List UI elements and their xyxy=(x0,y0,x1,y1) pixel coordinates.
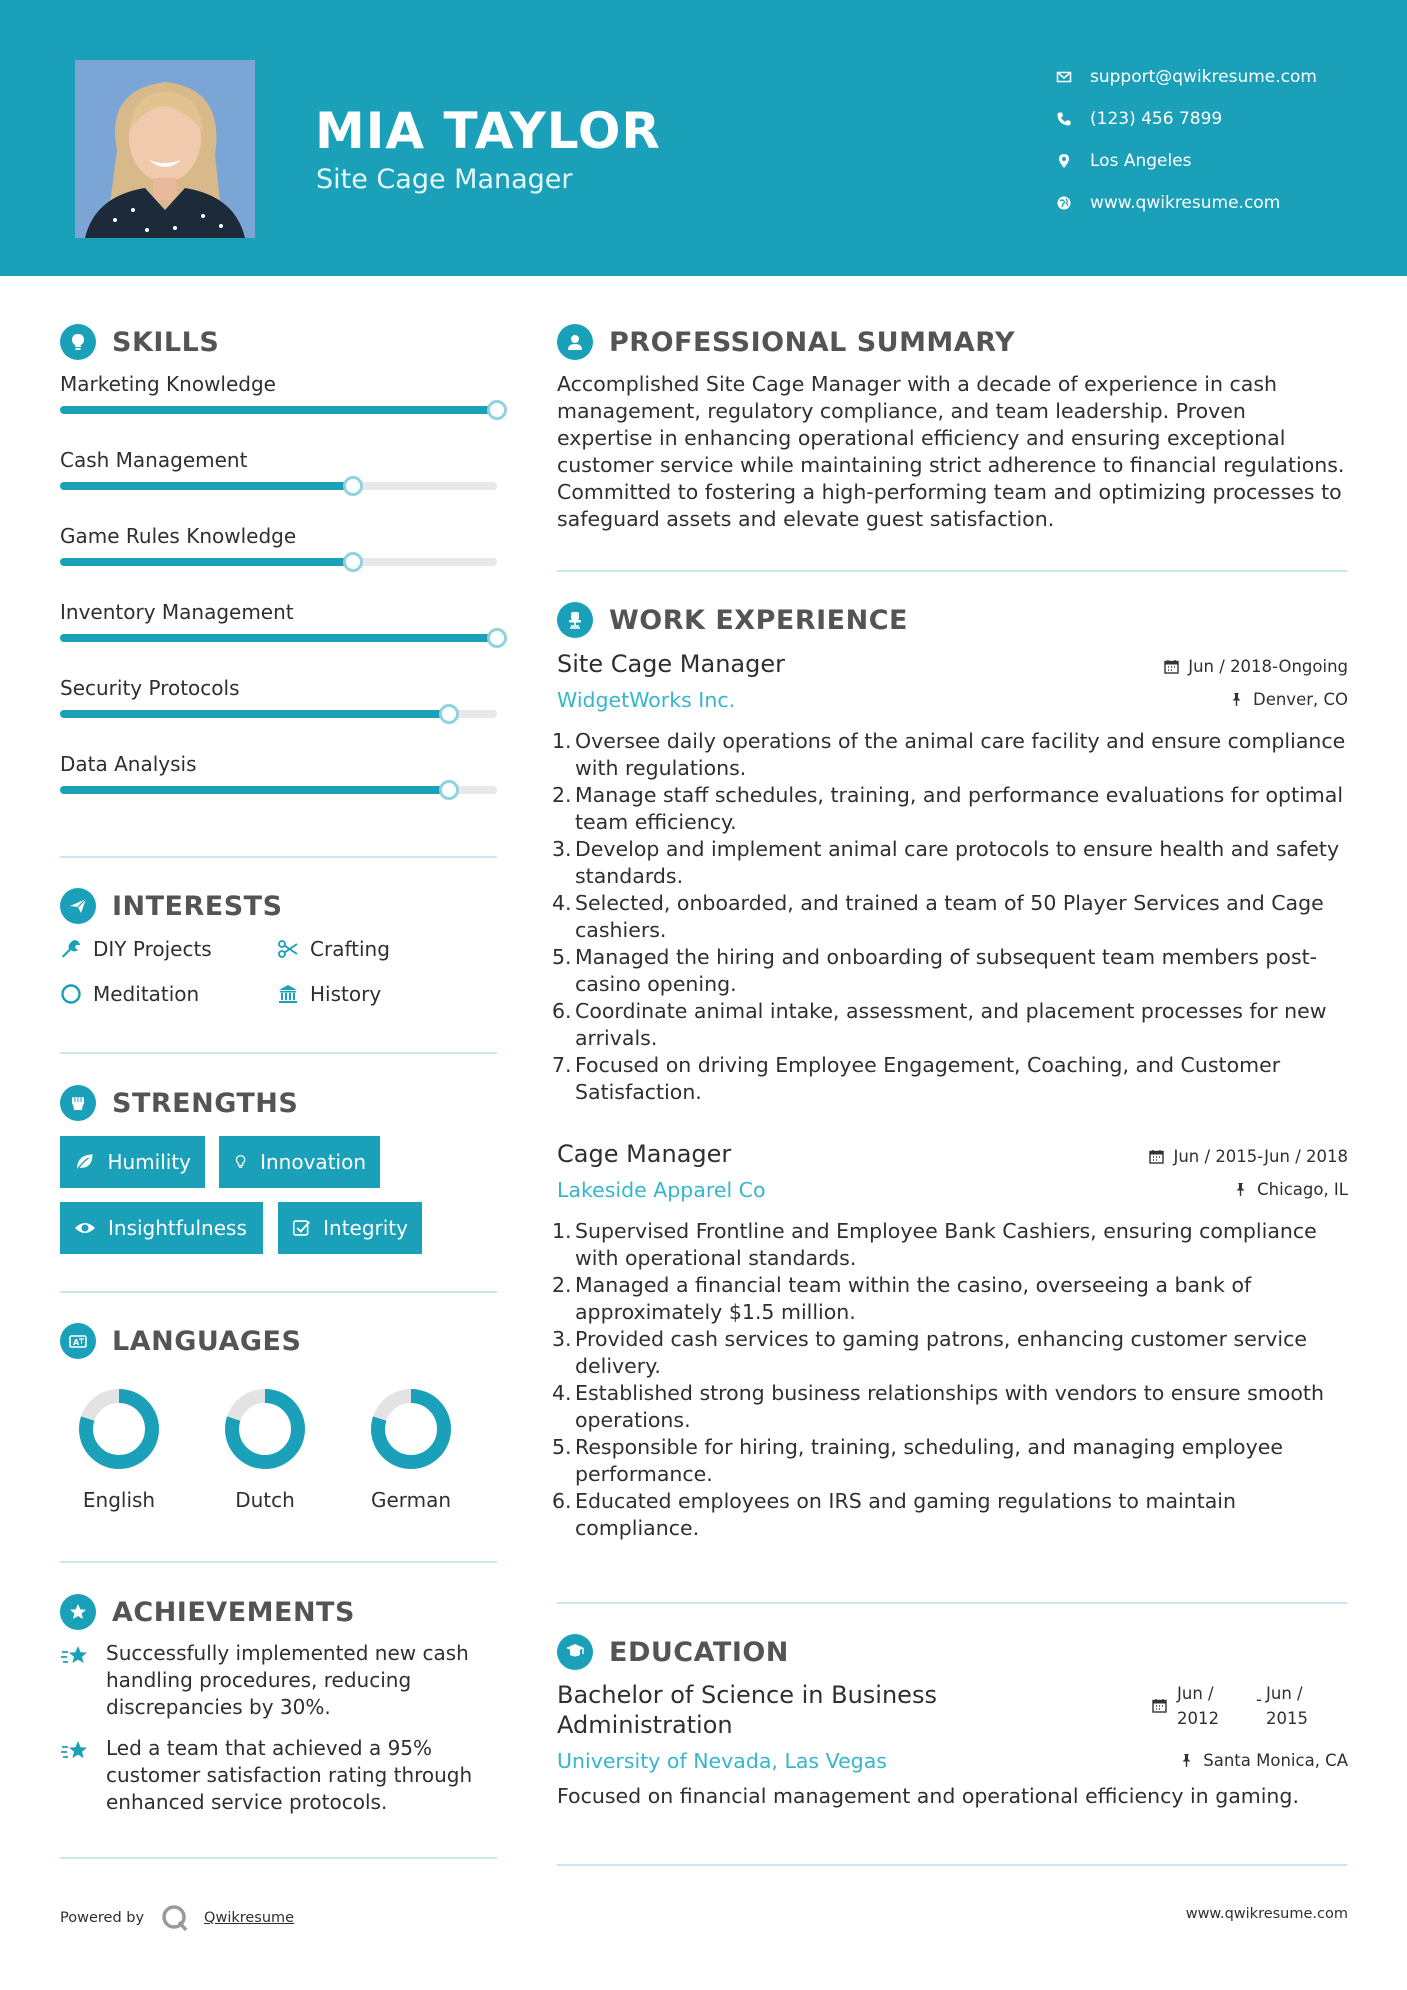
skill-bar-knob xyxy=(439,780,459,800)
language-name: English xyxy=(82,1488,156,1512)
section-divider xyxy=(557,570,1347,572)
language-name: German xyxy=(370,1488,452,1512)
skill-name: Game Rules Knowledge xyxy=(60,524,297,548)
education-description: Focused on financial management and operational efficiency in gaming. xyxy=(557,1784,1299,1808)
achievement-text: Led a team that achieved a 95% customer satisfaction rating through enhanced service protocols. xyxy=(106,1736,473,1814)
duty-item: 6. Educated employees on IRS and gaming regulations to maintain compliance. xyxy=(552,1489,1236,1540)
profile-photo-image xyxy=(75,60,255,238)
achievements-heading xyxy=(60,1594,355,1630)
skill-item xyxy=(60,448,500,472)
skill-bar-fill xyxy=(60,482,353,490)
achievement-item xyxy=(60,1735,510,1816)
language-ring xyxy=(220,1384,310,1474)
skill-bar-fill xyxy=(60,786,449,794)
skill-bar-knob xyxy=(343,552,363,572)
lightbulb-icon xyxy=(60,324,96,360)
skill-name: Marketing Knowledge xyxy=(60,372,276,396)
translate-icon xyxy=(60,1323,96,1359)
language-name: Dutch xyxy=(235,1488,295,1512)
education-location-text: Santa Monica, CA xyxy=(1203,1751,1348,1770)
candidate-name: MIA TAYLOR xyxy=(315,102,661,160)
job-duties xyxy=(552,1218,1357,1542)
skill-item xyxy=(60,676,500,700)
skill-bar-knob xyxy=(343,476,363,496)
job-location xyxy=(1233,1180,1348,1199)
achievement-text: Successfully implemented new cash handling procedures, reducing discrepancies by 30%. xyxy=(106,1641,469,1719)
eye-icon xyxy=(74,1217,96,1239)
experience-heading xyxy=(557,602,908,638)
skill-bar xyxy=(60,482,497,490)
skill-bar xyxy=(60,786,497,794)
interest-item xyxy=(60,937,212,961)
interest-item xyxy=(277,937,390,961)
skill-bar-fill xyxy=(60,558,353,566)
strength-tag xyxy=(278,1202,422,1254)
language-item xyxy=(351,1384,471,1512)
education-end-month: Jun / xyxy=(1266,1684,1303,1703)
education-end-date xyxy=(1266,1681,1308,1731)
section-divider xyxy=(60,856,497,858)
contact-phone-text: (123) 456 7899 xyxy=(1090,109,1223,129)
company-name[interactable]: Lakeside Apparel Co xyxy=(557,1178,766,1202)
duty-item: 6. Coordinate animal intake, assessment, and placement processes for new arrivals. xyxy=(552,999,1327,1050)
footer-website[interactable]: www.qwikresume.com xyxy=(1185,1906,1348,1922)
duty-item: 5. Responsible for hiring, training, scheduling, and managing employee performance. xyxy=(552,1435,1283,1486)
calendar-icon xyxy=(1149,1149,1164,1164)
globe-icon xyxy=(1056,195,1090,211)
pushpin-icon xyxy=(1179,1753,1194,1768)
interests-heading xyxy=(60,888,283,924)
job-location-text: Chicago, IL xyxy=(1257,1180,1348,1199)
envelope-icon xyxy=(1056,69,1090,85)
contact-list xyxy=(1056,56,1396,224)
interest-item xyxy=(277,982,381,1006)
calendar-icon xyxy=(1164,659,1179,674)
star-icon xyxy=(60,1644,90,1670)
education-location xyxy=(1179,1751,1348,1770)
office-chair-icon xyxy=(557,602,593,638)
interest-label: DIY Projects xyxy=(93,937,212,961)
duty-text: Provided cash services to gaming patrons, enhancing customer service delivery. xyxy=(575,1327,1307,1378)
job-date-text: Jun / 2015-Jun / 2018 xyxy=(1173,1147,1348,1166)
resume-header xyxy=(0,0,1407,276)
pushpin-icon xyxy=(1229,692,1244,707)
strength-label: Integrity xyxy=(323,1216,408,1240)
interest-label: History xyxy=(310,982,382,1006)
svg-text:A: A xyxy=(73,1338,80,1347)
education-start-month: Jun / xyxy=(1177,1684,1214,1703)
school-name[interactable]: University of Nevada, Las Vegas xyxy=(557,1749,887,1773)
duty-item: 5. Managed the hiring and onboarding of subsequent team members post-casino opening. xyxy=(552,945,1318,996)
skill-item xyxy=(60,372,500,396)
language-ring xyxy=(74,1384,164,1474)
skill-name: Cash Management xyxy=(60,448,248,472)
section-divider xyxy=(60,1052,497,1054)
contact-email[interactable] xyxy=(1056,56,1396,98)
map-pin-icon xyxy=(1056,153,1090,169)
strengths-title: STRENGTHS xyxy=(112,1087,299,1119)
contact-email-text: support@qwikresume.com xyxy=(1090,67,1317,87)
skill-bar-fill xyxy=(60,406,497,414)
leaf-icon xyxy=(74,1151,95,1173)
section-divider xyxy=(60,1857,497,1859)
language-ring xyxy=(366,1384,456,1474)
languages-title: LANGUAGES xyxy=(112,1325,302,1357)
duty-item: 2. Manage staff schedules, training, and performance evaluations for optimal team efficiency. xyxy=(552,783,1344,834)
duty-item: 4. Established strong business relationships with vendors to ensure smooth operations. xyxy=(552,1381,1324,1432)
skill-item xyxy=(60,524,500,548)
skill-bar xyxy=(60,634,497,642)
duty-text: Coordinate animal intake, assessment, and placement processes for new arrivals. xyxy=(575,999,1327,1050)
duty-text: Focused on driving Employee Engagement, Coaching, and Customer Satisfaction. xyxy=(575,1053,1281,1104)
strength-label: Innovation xyxy=(260,1150,366,1174)
education-end-year: 2015 xyxy=(1266,1709,1308,1728)
qwikresume-link[interactable]: Qwikresume xyxy=(204,1910,295,1926)
phone-icon xyxy=(1056,111,1090,127)
strength-label: Insightfulness xyxy=(108,1216,247,1240)
education-title: EDUCATION xyxy=(609,1636,789,1668)
strength-tag xyxy=(60,1136,205,1188)
skill-bar-fill xyxy=(60,710,449,718)
contact-location-text: Los Angeles xyxy=(1090,151,1192,171)
fist-icon xyxy=(60,1085,96,1121)
skills-heading xyxy=(60,324,219,360)
duty-item: 4. Selected, onboarded, and trained a team of 50 Player Services and Cage cashiers. xyxy=(552,891,1324,942)
duty-text: Responsible for hiring, training, scheduling, and managing employee performance. xyxy=(575,1435,1283,1486)
skill-bar xyxy=(60,710,497,718)
experience-title: WORK EXPERIENCE xyxy=(609,604,908,636)
contact-phone[interactable] xyxy=(1056,98,1396,140)
bank-icon xyxy=(277,983,299,1005)
skills-title: SKILLS xyxy=(112,326,220,358)
wrench-icon xyxy=(60,938,82,960)
check-square-icon xyxy=(292,1217,311,1239)
achievements-title: ACHIEVEMENTS xyxy=(112,1596,355,1628)
duty-item: 3. Develop and implement animal care protocols to ensure health and safety standards. xyxy=(552,837,1340,888)
duty-text: Supervised Frontline and Employee Bank Cashiers, ensuring compliance with operational standards. xyxy=(575,1219,1317,1270)
job-date xyxy=(1164,657,1348,676)
summary-text: Accomplished Site Cage Manager with a decade of experience in cash management, regulatory compliance, and team leadership. Proven expertise in enhancing operational efficiency and ensuring exceptional customer service while maintaining strict adherence to financial regulations. Committed to fostering a high-performing team and optimizing processes to safeguard assets and elevate guest satisfaction. xyxy=(557,372,1345,531)
skill-name: Security Protocols xyxy=(60,676,240,700)
degree-title: Bachelor of Science in Business Administration xyxy=(557,1681,937,1739)
contact-website[interactable] xyxy=(1056,182,1396,224)
languages-heading xyxy=(60,1323,301,1359)
skill-item xyxy=(60,752,500,776)
powered-by-label: Powered by xyxy=(60,1910,145,1926)
contact-website-text: www.qwikresume.com xyxy=(1090,193,1281,213)
interest-label: Crafting xyxy=(310,937,390,961)
duty-text: Oversee daily operations of the animal care facility and ensure compliance with regulations. xyxy=(575,729,1346,780)
contact-location xyxy=(1056,140,1396,182)
duty-text: Manage staff schedules, training, and performance evaluations for optimal team efficiency. xyxy=(575,783,1344,834)
star-icon xyxy=(60,1739,90,1765)
job-date xyxy=(1149,1147,1348,1166)
strengths-heading xyxy=(60,1085,298,1121)
education-heading xyxy=(557,1634,789,1670)
skill-bar xyxy=(60,406,497,414)
duty-item: 7. Focused on driving Employee Engagement, Coaching, and Customer Satisfaction. xyxy=(552,1053,1281,1104)
education-date-separator: - xyxy=(1256,1690,1262,1709)
language-item xyxy=(205,1384,325,1512)
summary-heading xyxy=(557,324,1015,360)
skill-bar-knob xyxy=(487,628,507,648)
education-start-year: 2012 xyxy=(1177,1709,1219,1728)
duty-item: 2. Managed a financial team within the casino, overseeing a bank of approximately $1.5 million. xyxy=(552,1273,1252,1324)
interest-item xyxy=(60,982,199,1006)
skill-bar-knob xyxy=(439,704,459,724)
skill-bar xyxy=(60,558,497,566)
section-divider xyxy=(60,1561,497,1563)
skill-bar-fill xyxy=(60,634,497,642)
strength-label: Humility xyxy=(107,1150,191,1174)
job-date-text: Jun / 2018-Ongoing xyxy=(1188,657,1348,676)
duty-text: Managed a financial team within the casino, overseeing a bank of approximately $1.5 million. xyxy=(575,1273,1252,1324)
pushpin-icon xyxy=(1233,1182,1248,1197)
qwikresume-logo-icon xyxy=(160,1903,190,1933)
paper-plane-icon xyxy=(60,888,96,924)
summary-title: PROFESSIONAL SUMMARY xyxy=(609,326,1016,358)
duty-text: Selected, onboarded, and trained a team of 50 Player Services and Cage cashiers. xyxy=(575,891,1324,942)
section-divider xyxy=(557,1602,1347,1604)
duty-item: 1. Oversee daily operations of the animal care facility and ensure compliance with regulations. xyxy=(552,729,1346,780)
skill-bar-knob xyxy=(487,400,507,420)
duty-item: 3. Provided cash services to gaming patrons, enhancing customer service delivery. xyxy=(552,1327,1307,1378)
calendar-icon xyxy=(1152,1698,1167,1713)
circle-icon xyxy=(60,983,82,1005)
powered-by xyxy=(60,1903,294,1933)
job-location xyxy=(1229,690,1348,709)
job-title: Cage Manager xyxy=(557,1140,732,1168)
candidate-job-title: Site Cage Manager xyxy=(316,164,573,195)
graduate-icon xyxy=(557,1634,593,1670)
lightbulb-icon xyxy=(233,1151,248,1173)
user-icon xyxy=(557,324,593,360)
skill-item xyxy=(60,600,500,624)
skill-name: Data Analysis xyxy=(60,752,197,776)
job-location-text: Denver, CO xyxy=(1252,690,1348,709)
scissors-icon xyxy=(277,938,299,960)
section-divider xyxy=(60,1291,497,1293)
skill-name: Inventory Management xyxy=(60,600,294,624)
company-name[interactable]: WidgetWorks Inc. xyxy=(557,688,736,712)
duty-text: Established strong business relationships with vendors to ensure smooth operations. xyxy=(575,1381,1324,1432)
duty-text: Develop and implement animal care protocols to ensure health and safety standards. xyxy=(575,837,1340,888)
education-start-date xyxy=(1177,1681,1219,1731)
strength-tag xyxy=(60,1202,263,1254)
section-divider xyxy=(557,1864,1347,1866)
duty-item: 1. Supervised Frontline and Employee Bank Cashiers, ensuring compliance with operational standards. xyxy=(552,1219,1317,1270)
job-title: Site Cage Manager xyxy=(557,650,785,678)
language-item xyxy=(59,1384,179,1512)
interests-title: INTERESTS xyxy=(112,890,283,922)
duty-text: Educated employees on IRS and gaming regulations to maintain compliance. xyxy=(575,1489,1236,1540)
strength-tag xyxy=(219,1136,380,1188)
achievement-item xyxy=(60,1640,510,1721)
job-duties xyxy=(552,728,1357,1106)
interest-label: Meditation xyxy=(93,982,200,1006)
profile-photo xyxy=(75,60,255,238)
duty-text: Managed the hiring and onboarding of subsequent team members post-casino opening. xyxy=(575,945,1318,996)
star-badge-icon xyxy=(60,1594,96,1630)
